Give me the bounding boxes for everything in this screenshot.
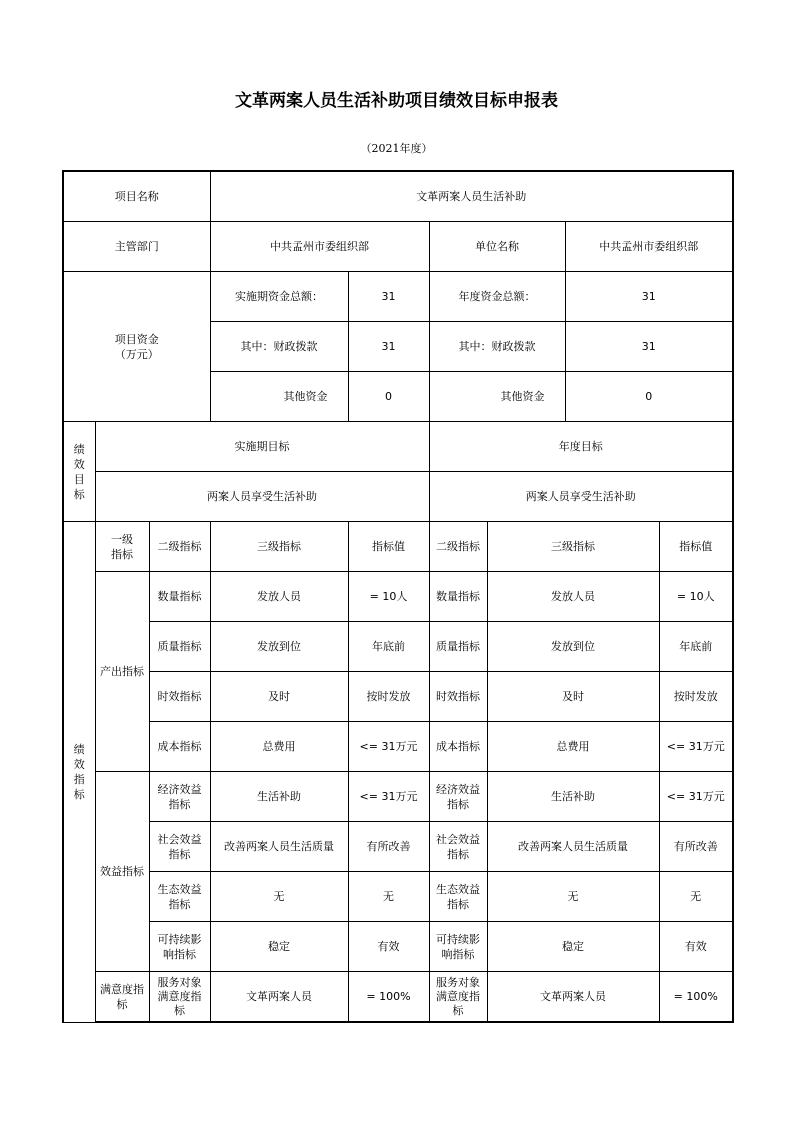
row-year-level3: 改善两案人员生活质量	[487, 822, 659, 872]
row-level3: 改善两案人员生活质量	[210, 822, 348, 872]
row-year-level3: 稳定	[487, 922, 659, 972]
year-fiscal-value: 31	[565, 322, 733, 372]
row-value: 有所改善	[348, 822, 429, 872]
row-year-value: <= 31万元	[659, 722, 733, 772]
header-level1: 一级 指标	[95, 522, 149, 572]
row-year-value: 年底前	[659, 622, 733, 672]
row-level2: 时效指标	[149, 672, 210, 722]
row-year-level3: 发放人员	[487, 572, 659, 622]
header-level3: 三级指标	[210, 522, 348, 572]
row-level3: 文革两案人员	[210, 972, 348, 1023]
table-row	[63, 922, 733, 972]
row-year-level2: 成本指标	[429, 722, 487, 772]
indicator-header-row	[63, 522, 733, 572]
row-level3: 生活补助	[210, 772, 348, 822]
row-year-level2: 质量指标	[429, 622, 487, 672]
row-year-value: = 100%	[659, 972, 733, 1023]
row-year-value: 按时发放	[659, 672, 733, 722]
row-value: = 100%	[348, 972, 429, 1023]
row-year-level3: 及时	[487, 672, 659, 722]
period-goal-text: 两案人员享受生活补助	[95, 472, 429, 522]
row-level2: 质量指标	[149, 622, 210, 672]
row-value: = 10人	[348, 572, 429, 622]
row-value: <= 31万元	[348, 722, 429, 772]
table-row	[63, 572, 733, 622]
row-level2: 可持续影 响指标	[149, 922, 210, 972]
goals-text-row	[63, 472, 733, 522]
document-title: 文革两案人员生活补助项目绩效目标申报表	[235, 91, 558, 111]
goals-header-row	[63, 422, 733, 472]
table-row	[63, 872, 733, 922]
year-goal-header: 年度目标	[429, 422, 733, 472]
other-funds-value: 0	[348, 372, 429, 422]
row-level2: 数量指标	[149, 572, 210, 622]
row-level3: 无	[210, 872, 348, 922]
year-fiscal-label: 其中：财政拨款	[429, 322, 565, 372]
row-level2: 生态效益 指标	[149, 872, 210, 922]
unit-value: 中共孟州市委组织部	[565, 222, 733, 272]
row-year-value: 无	[659, 872, 733, 922]
fiscal-value: 31	[348, 322, 429, 372]
row-year-value: <= 31万元	[659, 772, 733, 822]
document-year: （2021年度）	[360, 142, 433, 155]
table-row	[63, 822, 733, 872]
row-year-level2: 经济效益 指标	[429, 772, 487, 822]
row-level2: 社会效益 指标	[149, 822, 210, 872]
dept-label: 主管部门	[63, 222, 210, 272]
group-satisfaction: 满意度指 标	[95, 972, 149, 1023]
row-year-level2: 数量指标	[429, 572, 487, 622]
row-year-level3: 发放到位	[487, 622, 659, 672]
year-funds-label: 年度资金总额：	[429, 272, 565, 322]
group-output: 产出指标	[95, 572, 149, 772]
row-value: 有效	[348, 922, 429, 972]
year-other-funds-label: 其他资金	[429, 372, 565, 422]
header-year-value: 指标值	[659, 522, 733, 572]
row-year-value: 有所改善	[659, 822, 733, 872]
dept-value: 中共孟州市委组织部	[210, 222, 429, 272]
row-level3: 发放到位	[210, 622, 348, 672]
table-row	[63, 722, 733, 772]
row-year-level2: 时效指标	[429, 672, 487, 722]
unit-label: 单位名称	[429, 222, 565, 272]
row-level2: 成本指标	[149, 722, 210, 772]
row-level2: 服务对象 满意度指 标	[149, 972, 210, 1023]
project-name-row	[63, 171, 733, 222]
table-row	[63, 772, 733, 822]
row-value: <= 31万元	[348, 772, 429, 822]
table-row	[63, 672, 733, 722]
row-year-level2: 可持续影 响指标	[429, 922, 487, 972]
header-level2: 二级指标	[149, 522, 210, 572]
other-funds-label: 其他资金	[210, 372, 348, 422]
funds-label-line2: （万元）	[114, 347, 159, 361]
header-value: 指标值	[348, 522, 429, 572]
row-level2: 经济效益 指标	[149, 772, 210, 822]
row-year-level2: 生态效益 指标	[429, 872, 487, 922]
department-row	[63, 222, 733, 272]
performance-target-table	[62, 170, 734, 1023]
project-name-label: 项目名称	[63, 171, 210, 222]
year-goal-text: 两案人员享受生活补助	[429, 472, 733, 522]
row-year-level2: 服务对象 满意度指 标	[429, 972, 487, 1023]
row-year-value: = 10人	[659, 572, 733, 622]
indicators-label: 绩 效 指 标	[63, 522, 95, 1023]
row-year-level3: 文革两案人员	[487, 972, 659, 1023]
year-funds-value: 31	[565, 272, 733, 322]
total-funds-label: 实施期资金总额：	[210, 272, 348, 322]
table-row	[63, 972, 733, 1023]
row-year-level3: 总费用	[487, 722, 659, 772]
row-year-level2: 社会效益 指标	[429, 822, 487, 872]
row-year-level3: 生活补助	[487, 772, 659, 822]
project-name-value: 文革两案人员生活补助	[210, 171, 733, 222]
group-benefit: 效益指标	[95, 772, 149, 972]
row-value: 年底前	[348, 622, 429, 672]
row-level3: 发放人员	[210, 572, 348, 622]
year-other-funds-value: 0	[565, 372, 733, 422]
row-level3: 总费用	[210, 722, 348, 772]
header-year-level3: 三级指标	[487, 522, 659, 572]
row-year-level3: 无	[487, 872, 659, 922]
table-row	[63, 622, 733, 672]
funds-label-line1: 项目资金	[114, 332, 159, 346]
row-level3: 稳定	[210, 922, 348, 972]
goals-label: 绩 效 目 标	[63, 422, 95, 522]
header-year-level2: 二级指标	[429, 522, 487, 572]
funds-label	[63, 272, 210, 422]
period-goal-header: 实施期目标	[95, 422, 429, 472]
funds-total-row	[63, 272, 733, 322]
row-year-value: 有效	[659, 922, 733, 972]
row-value: 按时发放	[348, 672, 429, 722]
fiscal-label: 其中：财政拨款	[210, 322, 348, 372]
row-value: 无	[348, 872, 429, 922]
row-level3: 及时	[210, 672, 348, 722]
total-funds-value: 31	[348, 272, 429, 322]
